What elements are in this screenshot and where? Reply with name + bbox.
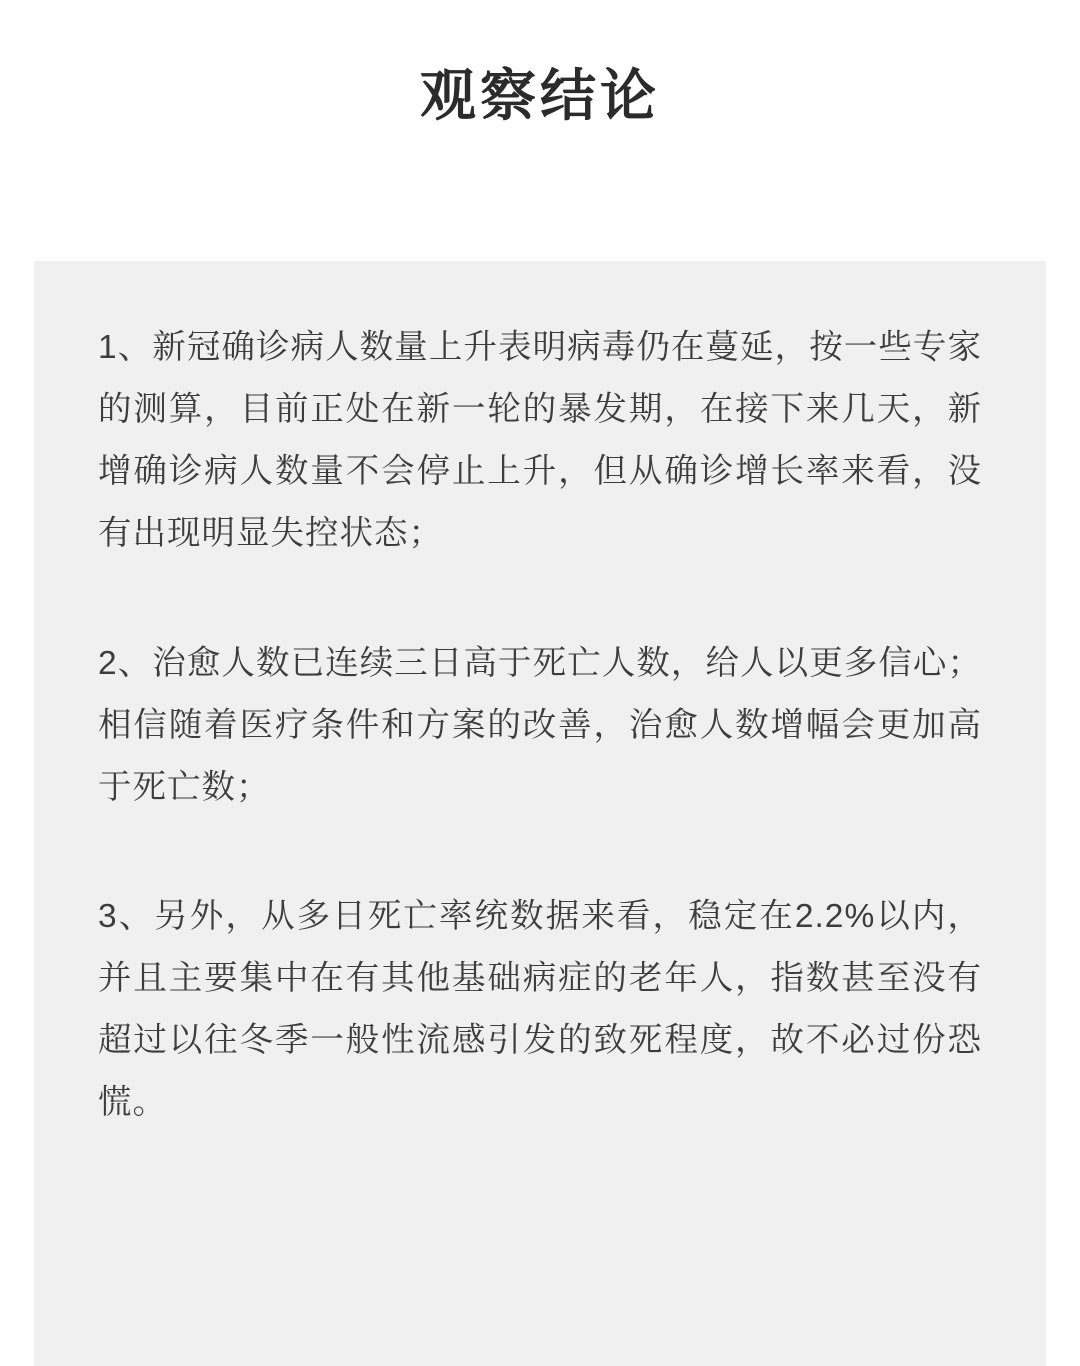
conclusion-paragraph-1: 1、新冠确诊病人数量上升表明病毒仍在蔓延，按一些专家的测算，目前正处在新一轮的暴发期，在接下来几天，新增确诊病人数量不会停止上升，但从确诊增长率来看，没有出现明显失控状态； — [98, 328, 982, 552]
conclusion-paragraph-2: 2、治愈人数已连续三日高于死亡人数，给人以更多信心；相信随着医疗条件和方案的改善，治愈人数增幅会更加高于死亡数； — [98, 644, 982, 806]
conclusion-paragraph-3: 3、另外，从多日死亡率统数据来看，稳定在2.2%以内，并且主要集中在有其他基础病症的老年人，指数甚至没有超过以往冬季一般性流感引发的致死程度，故不必过份恐慌。 — [98, 898, 982, 1122]
conclusions-card — [34, 261, 1046, 1366]
page-title: 观察结论 — [420, 64, 660, 127]
